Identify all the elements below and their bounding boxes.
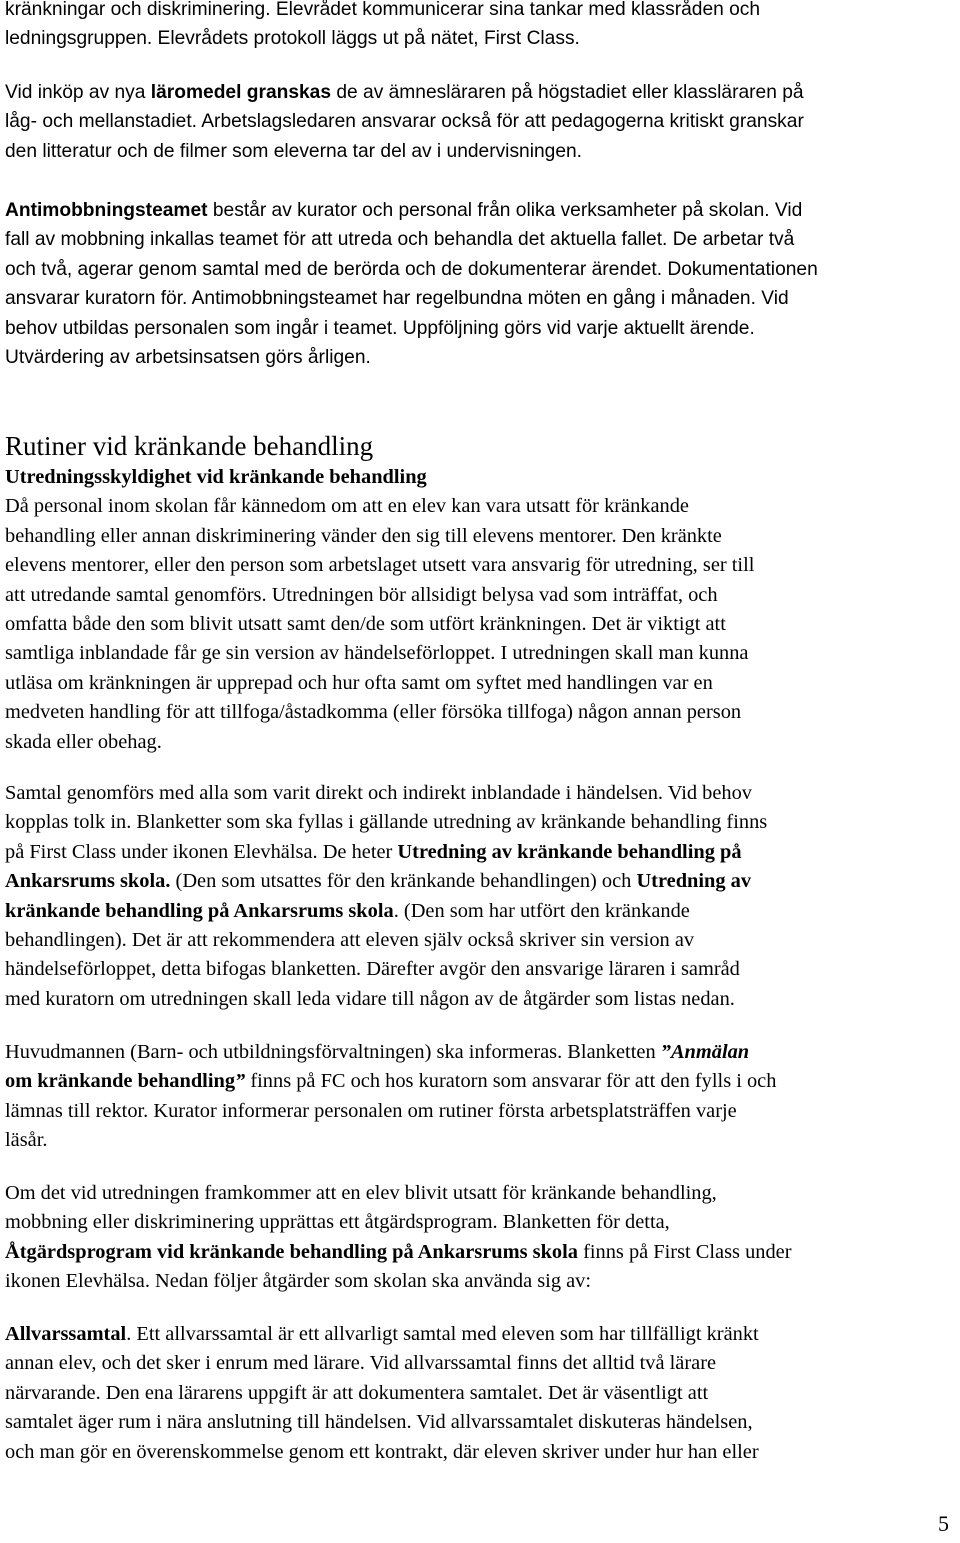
subheading: Utredningsskyldighet vid kränkande behandling <box>5 466 427 488</box>
bold-term: Ankarsrums skola. <box>5 870 171 893</box>
text-line: Vid inköp av nya läromedel granskas de av ämnesläraren på högstadiet eller klassläraren på <box>5 82 804 103</box>
text-line: med kuratorn om utredningen skall leda vidare till någon av de åtgärder som listas nedan. <box>5 987 735 1010</box>
text-line: låg- och mellanstadiet. Arbetslagsledaren ansvarar också för att pedagogerna kritiskt granskar <box>5 111 804 133</box>
text-line: ledningsgruppen. Elevrådets protokoll läggs ut på nätet, First Class. <box>5 28 580 50</box>
text-line: annan elev, och det sker i enrum med lärare. Vid allvarssamtal finns det alltid två lärare <box>5 1352 717 1375</box>
text-line: Ankarsrums skola. (Den som utsattes för den kränkande behandlingen) och Utredning av <box>5 870 752 893</box>
text-line: läsår. <box>5 1129 48 1152</box>
text-line: ikonen Elevhälsa. Nedan följer åtgärder som skolan ska använda sig av: <box>5 1270 592 1293</box>
text-line: att utredande samtal genomförs. Utredningen bör allsidigt belysa vad som inträffat, och <box>5 583 718 606</box>
text-line: samtliga inblandade får ge sin version av händelseförloppet. I utredningen skall man kunna <box>5 642 749 665</box>
text-line: lämnas till rektor. Kurator informerar personalen om rutiner första arbetsplatsträffen varje <box>5 1099 737 1122</box>
text-line: kränkningar och diskriminering. Elevrådet kommunicerar sina tankar med klassråden och <box>5 0 761 20</box>
paragraph-elevradet <box>5 0 760 54</box>
text-line: utläsa om kränkningen är upprepad och hur ofta samt om syftet med handlingen var en <box>5 671 713 694</box>
text-line: behov utbildas personalen som ingår i teamet. Uppföljning görs vid varje aktuellt ärende. <box>5 317 755 339</box>
text-line: händelseförloppet, detta bifogas blanketten. Därefter avgör den ansvarige läraren i samråd <box>5 958 740 981</box>
paragraph-atgardsprogram <box>5 1179 792 1297</box>
text-line: behandlingen). Det är att rekommendera att eleven själv också skriver sin version av <box>5 929 695 952</box>
text-line: omfatta både den som blivit utsatt samt den/de som utfört kränkningen. Det är viktigt att <box>5 613 726 636</box>
bold-term: läromedel granskas <box>150 82 332 103</box>
text-line: kopplas tolk in. Blanketter som ska fyllas i gällande utredning av kränkande behandling finns <box>5 811 768 834</box>
bold-term: Antimobbningsteamet <box>5 200 208 221</box>
text-line: medveten handling för att tillfoga/åstadkomma (eller försöka tillfoga) någon annan person <box>5 701 742 724</box>
text-line: skada eller obehag. <box>5 730 162 753</box>
text-line: mobbning eller diskriminering upprättas ett åtgärdsprogram. Blanketten för detta, <box>5 1211 670 1234</box>
paragraph-laromedel <box>5 78 804 166</box>
text-line: samtalet äger rum i nära anslutning till händelsen. Vid allvarssamtalet diskuteras händelsen, <box>5 1411 753 1434</box>
text-line: behandling eller annan diskriminering vänder den sig till elevens mentorer. Den kränkte <box>5 524 722 547</box>
text-line: på First Class under ikonen Elevhälsa. De heter Utredning av kränkande behandling på <box>5 840 742 863</box>
bold-term: Allvarssamtal <box>5 1323 127 1345</box>
text-line: Huvudmannen (Barn- och utbildningsförvaltningen) ska informeras. Blanketten ”Anmälan <box>5 1041 750 1063</box>
text-line: och man gör en överenskommelse genom ett kontrakt, där eleven skriver under hur han eller <box>5 1440 759 1463</box>
text-line: Utvärdering av arbetsinsatsen görs årligen. <box>5 347 371 369</box>
text-line: om kränkande behandling” finns på FC och hos kuratorn som ansvarar för att den fylls i och <box>5 1070 777 1093</box>
text-line: Allvarssamtal. Ett allvarssamtal är ett allvarligt samtal med eleven som har tillfälligt kränkt <box>5 1323 759 1345</box>
paragraph-samtal <box>5 779 767 1014</box>
bold-term: Utredning av <box>636 870 752 893</box>
paragraph-huvudmannen <box>5 1038 776 1156</box>
text-line: Åtgärdsprogram vid kränkande behandling på Ankarsrums skola finns på First Class under <box>5 1240 792 1263</box>
bold-term: ”Anmälan <box>660 1041 750 1063</box>
bold-term: om kränkande behandling <box>5 1070 236 1093</box>
bold-term: Utredning av kränkande behandling på <box>397 840 742 863</box>
text-line: och två, agerar genom samtal med de berörda och de dokumenterar ärendet. Dokumentationen <box>5 258 818 280</box>
bold-term: kränkande behandling på Ankarsrums skola <box>5 899 394 922</box>
text-line: Då personal inom skolan får kännedom om att en elev kan vara utsatt för kränkande <box>5 495 689 518</box>
page-number: 5 <box>938 1511 949 1536</box>
text-line: Antimobbningsteamet består av kurator och personal från olika verksamheter på skolan. Vid <box>5 200 803 221</box>
paragraph-allvarssamtal <box>5 1320 759 1467</box>
text-line: Samtal genomförs med alla som varit direkt och indirekt inblandade i händelsen. Vid behov <box>5 782 753 804</box>
text-line: Om det vid utredningen framkommer att en elev blivit utsatt för kränkande behandling, <box>5 1182 717 1204</box>
paragraph-antimobbningsteamet <box>5 196 818 372</box>
section-rutiner <box>5 430 754 757</box>
text-line: fall av mobbning inkallas teamet för att utreda och behandla det aktuella fallet. De arbetar två <box>5 229 795 251</box>
bold-term: Åtgärdsprogram vid kränkande behandling på Ankarsrums skola <box>5 1240 578 1263</box>
text-line: kränkande behandling på Ankarsrums skola. (Den som har utfört den kränkande <box>5 899 690 922</box>
text-line: den litteratur och de filmer som eleverna tar del av i undervisningen. <box>5 140 582 162</box>
text-line: elevens mentorer, eller den person som arbetslaget utsett vara ansvarig för utredning, ser till <box>5 554 755 577</box>
section-heading: Rutiner vid kränkande behandling <box>5 431 374 461</box>
text-line: ansvarar kuratorn för. Antimobbningsteamet har regelbundna möten en gång i månaden. Vid <box>5 288 789 310</box>
text-line: närvarande. Den ena lärarens uppgift är att dokumentera samtalet. Det är väsentligt att <box>5 1381 709 1404</box>
